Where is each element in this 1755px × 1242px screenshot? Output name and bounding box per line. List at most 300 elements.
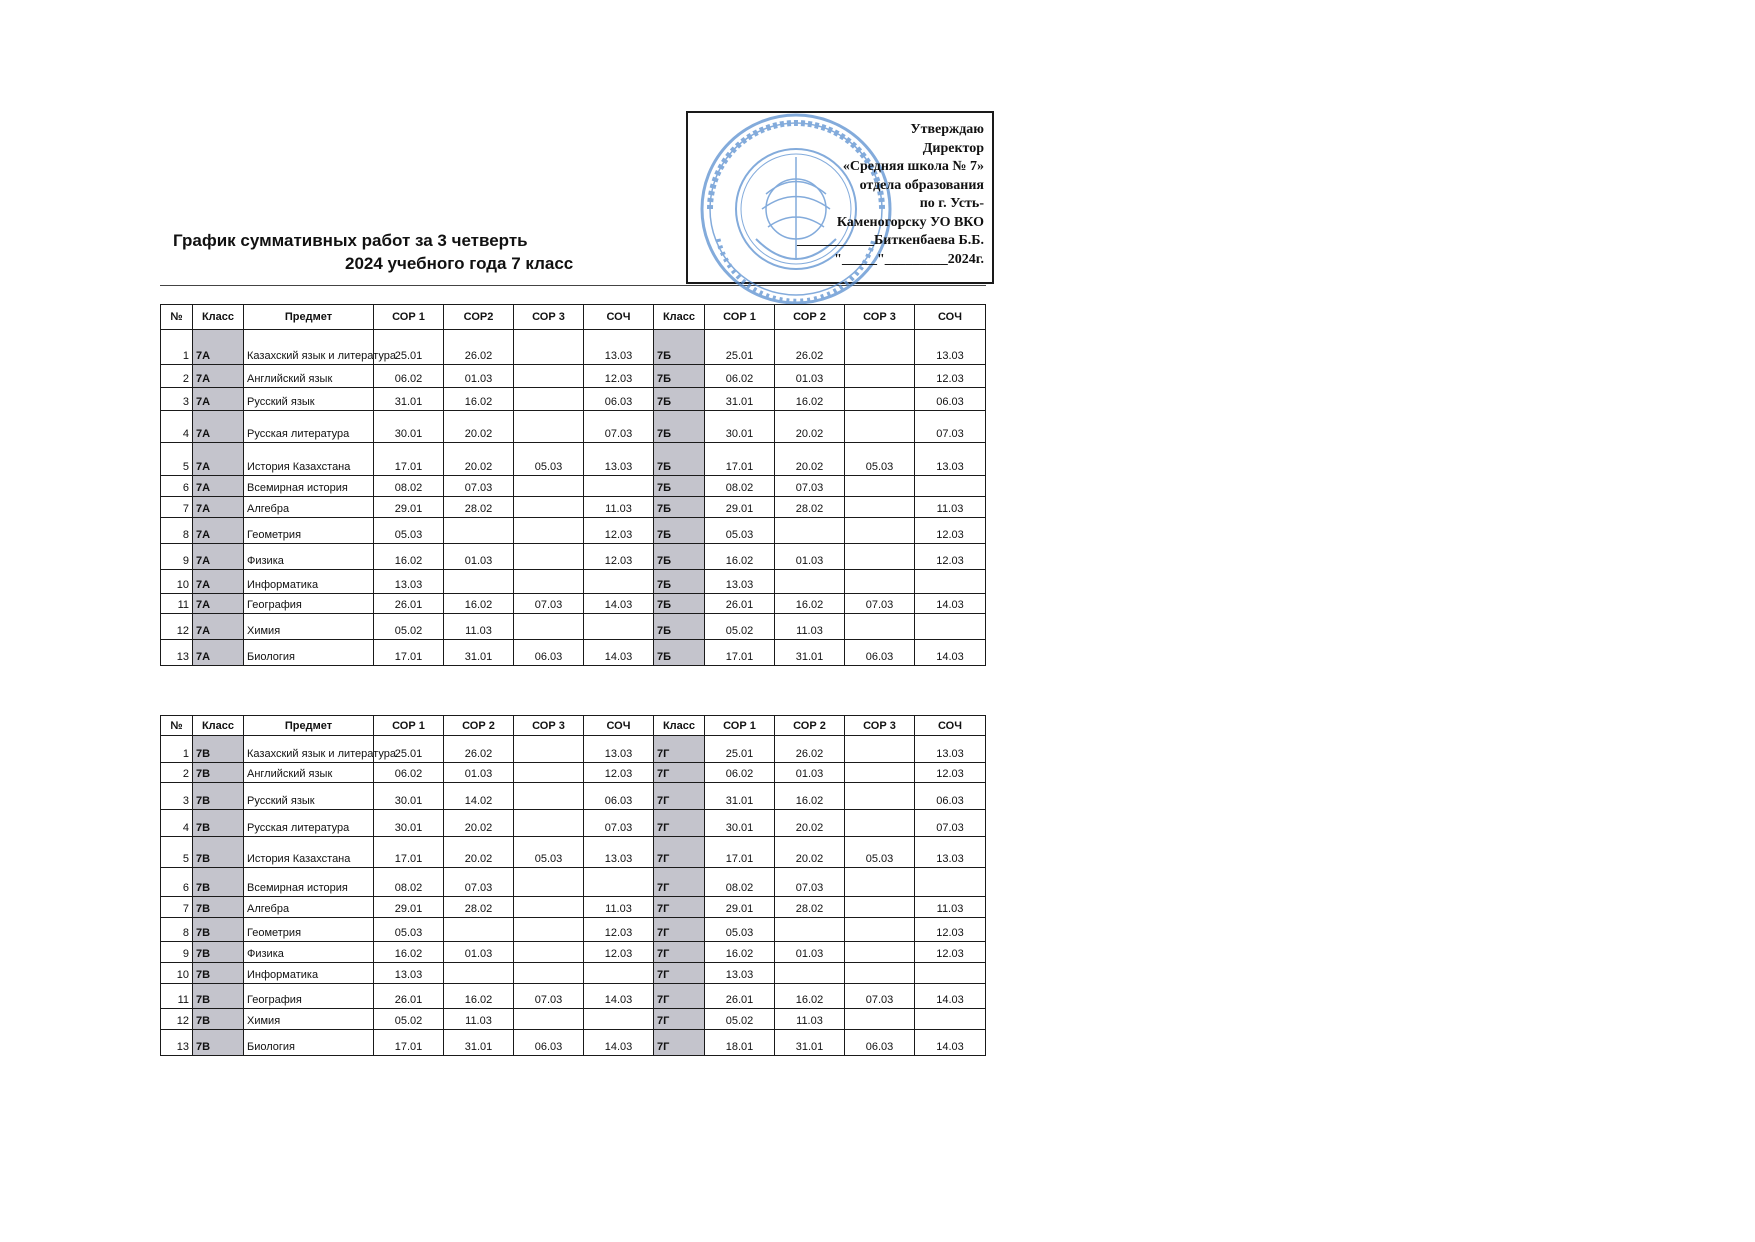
class-cell: 7В [193,783,244,810]
sor2-cell: 28.02 [444,897,514,918]
sor3-cell [514,330,584,365]
table-header-row [161,716,986,736]
soch-cell: 12.03 [915,544,986,570]
soch-cell: 14.03 [915,640,986,666]
sor1-cell: 06.02 [374,365,444,388]
row-number: 13 [161,1030,193,1056]
sor2-cell: 11.03 [444,614,514,640]
soch-cell [584,868,654,897]
row-number: 8 [161,918,193,942]
class-cell: 7Б [654,330,705,365]
soch-cell: 12.03 [584,365,654,388]
schedule-table-7v-7g [160,715,986,1056]
sor3-cell: 07.03 [514,594,584,614]
sor2-cell: 01.03 [775,942,845,963]
soch-cell [915,570,986,594]
class-cell: 7Б [654,411,705,443]
soch-cell: 06.03 [915,783,986,810]
soch-cell: 12.03 [584,763,654,783]
sor1-cell: 30.01 [374,411,444,443]
approval-block [686,111,994,284]
column-header: СОР 2 [775,305,845,330]
class-cell: 7Г [654,918,705,942]
table-row [161,365,986,388]
sor1-cell: 17.01 [705,443,775,476]
class-cell: 7А [193,365,244,388]
sor2-cell: 01.03 [775,763,845,783]
row-number: 1 [161,736,193,763]
sor1-cell: 05.03 [705,918,775,942]
table-row [161,736,986,763]
row-number: 9 [161,544,193,570]
sor2-cell [775,570,845,594]
sor2-cell: 11.03 [444,1009,514,1030]
sor2-cell: 31.01 [444,640,514,666]
subject-cell: Английский язык [244,365,374,388]
sor1-cell: 18.01 [705,1030,775,1056]
row-number: 8 [161,518,193,544]
sor3-cell [845,810,915,837]
row-number: 7 [161,497,193,518]
approval-line: «Средняя школа № 7» [842,159,984,174]
sor2-cell: 11.03 [775,614,845,640]
soch-cell: 13.03 [915,330,986,365]
approval-line: Утверждаю [910,122,984,137]
soch-cell [584,1009,654,1030]
subject-cell: Английский язык [244,763,374,783]
class-cell: 7Б [654,476,705,497]
table-row [161,640,986,666]
soch-cell [584,476,654,497]
subject-cell: История Казахстана [244,443,374,476]
schedule-table-7a-7b [160,304,986,666]
sor2-cell: 20.02 [444,443,514,476]
sor3-cell [845,365,915,388]
sor2-cell: 20.02 [775,411,845,443]
sor3-cell [514,411,584,443]
soch-cell: 13.03 [915,443,986,476]
sor1-cell: 05.02 [705,614,775,640]
sor1-cell: 31.01 [374,388,444,411]
soch-cell: 14.03 [584,1030,654,1056]
subject-cell: Казахский язык и литература [244,330,374,365]
sor3-cell [514,810,584,837]
sor3-cell [514,388,584,411]
soch-cell: 12.03 [584,544,654,570]
row-number: 13 [161,640,193,666]
subject-cell: Алгебра [244,497,374,518]
sor1-cell: 13.03 [705,963,775,984]
sor2-cell: 28.02 [444,497,514,518]
column-header: СОР 2 [775,716,845,736]
column-header: СОР 3 [845,305,915,330]
sor2-cell: 16.02 [775,594,845,614]
sor2-cell: 16.02 [775,783,845,810]
class-cell: 7А [193,411,244,443]
table-row [161,868,986,897]
table-row [161,783,986,810]
class-cell: 7А [193,518,244,544]
class-cell: 7Б [654,443,705,476]
sor2-cell [444,918,514,942]
class-cell: 7Г [654,963,705,984]
subject-cell: Информатика [244,963,374,984]
subject-cell: Русская литература [244,810,374,837]
sor1-cell: 30.01 [705,411,775,443]
sor2-cell: 26.02 [444,736,514,763]
table-row [161,963,986,984]
sor3-cell [845,497,915,518]
sor2-cell [444,570,514,594]
document-title: График суммативных работ за 3 четверть [173,231,528,250]
class-cell: 7В [193,868,244,897]
table-row [161,476,986,497]
sor1-cell: 06.02 [374,763,444,783]
sor2-cell [775,518,845,544]
soch-cell [584,963,654,984]
sor3-cell [845,411,915,443]
soch-cell [915,963,986,984]
class-cell: 7А [193,443,244,476]
soch-cell [915,1009,986,1030]
sor2-cell: 16.02 [444,594,514,614]
soch-cell: 11.03 [915,497,986,518]
column-header: СОР 3 [845,716,915,736]
row-number: 7 [161,897,193,918]
document-subtitle: 2024 учебного года 7 класс [345,254,574,273]
soch-cell [584,570,654,594]
sor1-cell: 25.01 [374,736,444,763]
sor2-cell: 01.03 [444,365,514,388]
class-cell: 7А [193,476,244,497]
column-header: СОЧ [584,716,654,736]
sor3-cell [845,614,915,640]
sor2-cell: 20.02 [444,810,514,837]
sor1-cell: 05.03 [374,918,444,942]
table-header-row [161,305,986,330]
sor1-cell: 08.02 [705,476,775,497]
subject-cell: Всемирная история [244,476,374,497]
sor3-cell [514,942,584,963]
sor3-cell [845,518,915,544]
sor1-cell: 29.01 [374,497,444,518]
sor3-cell [514,1009,584,1030]
approval-line: по г. Усть- [919,196,984,211]
class-cell: 7В [193,1030,244,1056]
sor3-cell: 05.03 [514,837,584,868]
subject-cell: Биология [244,1030,374,1056]
table-row [161,330,986,365]
class-cell: 7Г [654,942,705,963]
sor2-cell: 01.03 [775,365,845,388]
class-cell: 7В [193,810,244,837]
class-cell: 7А [193,640,244,666]
class-cell: 7А [193,388,244,411]
subject-cell: Информатика [244,570,374,594]
class-cell: 7Г [654,783,705,810]
column-header: СОР 1 [705,305,775,330]
subject-cell: Химия [244,614,374,640]
sor1-cell: 16.02 [374,942,444,963]
sor2-cell: 01.03 [444,763,514,783]
table-row [161,763,986,783]
soch-cell: 12.03 [915,918,986,942]
column-header: Класс [193,716,244,736]
soch-cell [584,614,654,640]
class-cell: 7Б [654,544,705,570]
table-row [161,837,986,868]
class-cell: 7Г [654,1030,705,1056]
row-number: 2 [161,365,193,388]
soch-cell: 07.03 [584,411,654,443]
sor2-cell: 26.02 [444,330,514,365]
sor3-cell [845,868,915,897]
sor3-cell [514,544,584,570]
sor1-cell: 29.01 [374,897,444,918]
row-number: 12 [161,614,193,640]
sor2-cell: 16.02 [444,388,514,411]
column-header: СОР 2 [444,716,514,736]
class-cell: 7А [193,330,244,365]
approval-line: отдела образования [859,177,984,193]
soch-cell: 12.03 [915,942,986,963]
sor3-cell [514,497,584,518]
sor2-cell [775,918,845,942]
sor1-cell: 30.01 [374,783,444,810]
sor2-cell [444,963,514,984]
soch-cell: 11.03 [915,897,986,918]
sor2-cell [775,963,845,984]
sor3-cell [845,476,915,497]
column-header: СОЧ [915,305,986,330]
class-cell: 7Г [654,736,705,763]
subject-cell: Биология [244,640,374,666]
soch-cell: 13.03 [584,330,654,365]
sor1-cell: 13.03 [374,963,444,984]
sor1-cell: 13.03 [374,570,444,594]
soch-cell: 14.03 [584,594,654,614]
sor2-cell: 31.01 [444,1030,514,1056]
subject-cell: Геометрия [244,918,374,942]
soch-cell: 11.03 [584,497,654,518]
sor3-cell: 07.03 [845,594,915,614]
sor1-cell: 17.01 [374,640,444,666]
row-number: 1 [161,330,193,365]
table-row [161,443,986,476]
class-cell: 7Г [654,868,705,897]
sor2-cell: 07.03 [444,476,514,497]
class-cell: 7Б [654,594,705,614]
sor1-cell: 13.03 [705,570,775,594]
soch-cell: 06.03 [584,388,654,411]
soch-cell: 06.03 [584,783,654,810]
sor2-cell: 01.03 [444,544,514,570]
soch-cell: 13.03 [915,837,986,868]
sor2-cell: 07.03 [444,868,514,897]
sor3-cell: 05.03 [514,443,584,476]
table-row [161,918,986,942]
sor2-cell: 16.02 [444,984,514,1009]
sor3-cell [845,897,915,918]
column-header: СОР2 [444,305,514,330]
sor3-cell: 07.03 [514,984,584,1009]
sor1-cell: 16.02 [705,544,775,570]
class-cell: 7А [193,614,244,640]
sor3-cell: 06.03 [514,1030,584,1056]
sor2-cell: 07.03 [775,476,845,497]
sor1-cell: 06.02 [705,365,775,388]
sor1-cell: 31.01 [705,388,775,411]
sor2-cell: 01.03 [444,942,514,963]
subject-cell: Физика [244,544,374,570]
class-cell: 7В [193,1009,244,1030]
sor3-cell [514,763,584,783]
sor1-cell: 30.01 [705,810,775,837]
sor3-cell [514,868,584,897]
sor3-cell [845,736,915,763]
soch-cell: 14.03 [915,594,986,614]
sor3-cell: 06.03 [845,1030,915,1056]
class-cell: 7Г [654,810,705,837]
column-header: Класс [654,716,705,736]
table-row [161,984,986,1009]
sor1-cell: 26.01 [374,594,444,614]
sor3-cell: 06.03 [845,640,915,666]
class-cell: 7В [193,918,244,942]
sor3-cell [845,942,915,963]
class-cell: 7Б [654,614,705,640]
subject-cell: История Казахстана [244,837,374,868]
sor1-cell: 08.02 [374,476,444,497]
sor2-cell: 20.02 [775,810,845,837]
sor2-cell: 26.02 [775,330,845,365]
column-header: Предмет [244,305,374,330]
soch-cell [915,868,986,897]
sor3-cell [514,918,584,942]
subject-cell: География [244,984,374,1009]
sor2-cell: 28.02 [775,497,845,518]
class-cell: 7Б [654,497,705,518]
row-number: 9 [161,942,193,963]
sor1-cell: 25.01 [705,736,775,763]
subject-cell: Всемирная история [244,868,374,897]
sor3-cell [514,518,584,544]
approval-text [797,121,984,269]
sor3-cell [514,736,584,763]
row-number: 11 [161,984,193,1009]
sor3-cell [845,918,915,942]
row-number: 11 [161,594,193,614]
table-row [161,614,986,640]
sor1-cell: 26.01 [374,984,444,1009]
soch-cell: 07.03 [915,810,986,837]
row-number: 5 [161,443,193,476]
column-header: Класс [654,305,705,330]
row-number: 10 [161,570,193,594]
sor2-cell: 01.03 [775,544,845,570]
class-cell: 7В [193,837,244,868]
sor3-cell [845,544,915,570]
sor2-cell: 14.02 [444,783,514,810]
sor3-cell [514,365,584,388]
sor1-cell: 29.01 [705,497,775,518]
class-cell: 7В [193,897,244,918]
sor1-cell: 08.02 [374,868,444,897]
sor3-cell [514,476,584,497]
table-row [161,1009,986,1030]
approval-line: Каменогорску УО ВКО [836,214,984,230]
subject-cell: Русский язык [244,388,374,411]
sor2-cell: 20.02 [444,837,514,868]
class-cell: 7А [193,570,244,594]
sor3-cell [514,614,584,640]
soch-cell: 14.03 [584,640,654,666]
sor1-cell: 16.02 [374,544,444,570]
sor1-cell: 05.02 [374,1009,444,1030]
column-header: Класс [193,305,244,330]
sor1-cell: 30.01 [374,810,444,837]
sor3-cell: 05.03 [845,837,915,868]
soch-cell: 12.03 [584,942,654,963]
soch-cell: 12.03 [584,918,654,942]
sor2-cell: 31.01 [775,1030,845,1056]
sor1-cell: 05.03 [705,518,775,544]
column-header: Предмет [244,716,374,736]
class-cell: 7Б [654,518,705,544]
sor3-cell [514,570,584,594]
subject-cell: Казахский язык и литература [244,736,374,763]
class-cell: 7В [193,763,244,783]
column-header: СОР 1 [374,716,444,736]
subject-cell: Физика [244,942,374,963]
subject-cell: Русская литература [244,411,374,443]
sor3-cell [845,783,915,810]
soch-cell: 07.03 [584,810,654,837]
sor3-cell [514,963,584,984]
table-row [161,497,986,518]
column-header: СОР 1 [705,716,775,736]
soch-cell: 13.03 [584,443,654,476]
column-header: СОР 1 [374,305,444,330]
row-number: 4 [161,810,193,837]
sor1-cell: 25.01 [705,330,775,365]
soch-cell [915,614,986,640]
sor3-cell [845,1009,915,1030]
table-row [161,411,986,443]
sor2-cell: 20.02 [444,411,514,443]
sor3-cell: 05.03 [845,443,915,476]
table-row [161,544,986,570]
class-cell: 7Б [654,365,705,388]
table-row [161,897,986,918]
sor1-cell: 17.01 [705,640,775,666]
table-row [161,942,986,963]
table-row [161,594,986,614]
soch-cell: 12.03 [584,518,654,544]
sor2-cell: 20.02 [775,443,845,476]
sor1-cell: 05.02 [705,1009,775,1030]
sor3-cell [845,388,915,411]
column-header: СОР 3 [514,716,584,736]
table-row [161,570,986,594]
subject-cell: Русский язык [244,783,374,810]
approval-signature-line: ___________Биткенбаева Б.Б. [797,233,984,248]
sor1-cell: 17.01 [374,443,444,476]
table-row [161,388,986,411]
sor3-cell [514,897,584,918]
row-number: 5 [161,837,193,868]
subject-cell: Алгебра [244,897,374,918]
